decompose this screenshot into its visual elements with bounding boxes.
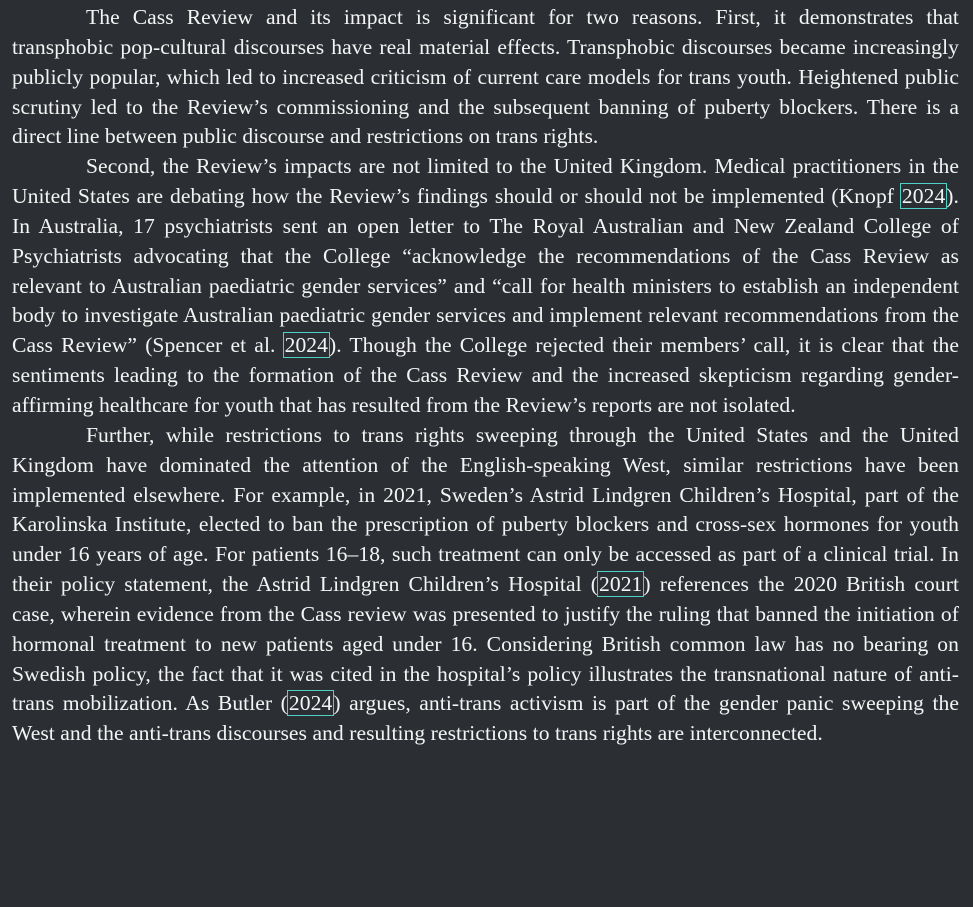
text-segment: Second, the Review’s impacts are not limited to the United Kingdom. Medical practitioners in the United States are debating how the Review’s findings should or should not be implemented (Knopf <box>12 154 959 209</box>
text-segment: Further, while restrictions to trans rights sweeping through the United States and the United Kingdom have dominated the attention of the English-speaking West, similar restrictions have been implemented elsewhere. For example, in 2021, Sweden’s Astrid Lindgren Children’s Hospital, part of the Karolinska Institute, elected to ban the prescription of puberty blockers and cross-sex hormones for youth under 16 years of age. For patients 16–18, such treatment can only be accessed as part of a clinical trial. In their policy statement, the Astrid Lindgren Children’s Hospital ( <box>12 422 959 597</box>
citation-link-astrid-lindgren-2021[interactable]: 2021 <box>599 572 643 597</box>
paragraph-2 <box>12 152 959 421</box>
citation-link-butler-2024[interactable]: 2024 <box>288 691 333 716</box>
citation-link-spencer-2024[interactable]: 2024 <box>284 333 328 358</box>
text-segment: ) argues, anti-trans activism is part of the gender panic sweeping the West and the anti-trans discourses and resulting restrictions to trans rights are interconnected. <box>12 691 959 746</box>
text-segment: ) references the 2020 British court case, wherein evidence from the Cass review was presented to justify the ruling that banned the initiation of hormonal treatment to new patients aged under 16. Considering British common law has no bearing on Swedish policy, the fact that it was cited in the hospital’s policy illustrates the transnational nature of anti-trans mobilization. As Butler ( <box>12 572 959 716</box>
paragraph-3 <box>12 421 959 749</box>
text-segment: ). Though the College rejected their members’ call, it is clear that the sentiments leading to the formation of the Cass Review and the increased skepticism regarding gender-affirming healthcare for youth that has resulted from the Review’s reports are not isolated. <box>12 333 959 417</box>
document-body <box>12 3 959 749</box>
citation-link-knopf-2024[interactable]: 2024 <box>901 184 946 209</box>
text-segment: ). In Australia, 17 psychiatrists sent an open letter to The Royal Australian and New Zealand College of Psychiatrists advocating that the College “acknowledge the recommendations of the Cass Review as relevant to Australian paediatric gender services” and “call for health ministers to establish an independent body to investigate Australian paediatric gender services and implement relevant recommendations from the Cass Review” (Spencer et al. <box>12 184 959 358</box>
paragraph-1 <box>12 3 959 152</box>
text-segment: The Cass Review and its impact is significant for two reasons. First, it demonstrates that transphobic pop-cultural discourses have real material effects. Transphobic discourses became increasingly publicly popular, which led to increased criticism of current care models for trans youth. Heightened public scrutiny led to the Review’s commissioning and the subsequent banning of puberty blockers. There is a direct line between public discourse and restrictions on trans rights. <box>12 5 959 149</box>
